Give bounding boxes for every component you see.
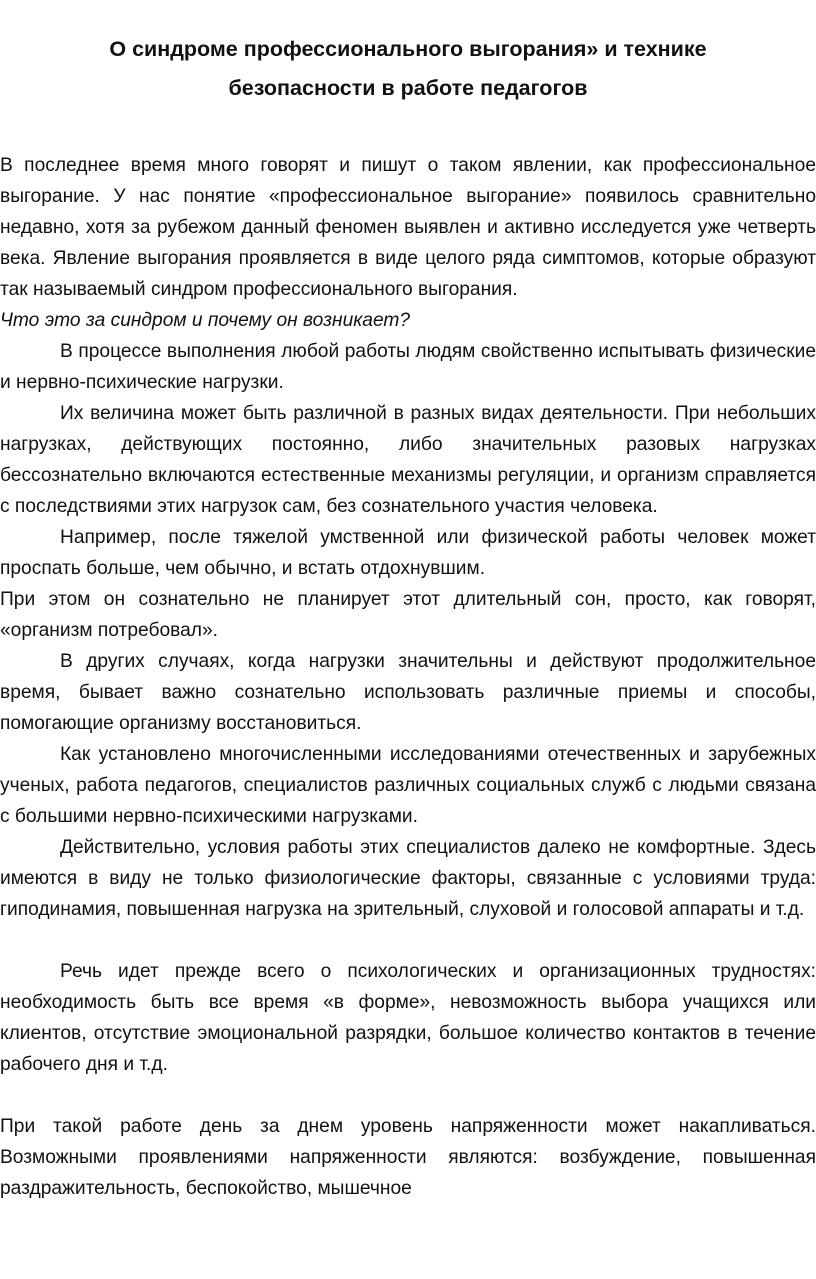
paragraph-example: Например, после тяжелой умственной или физической работы человек может проспать больше, чем обычно, и встать отдохнувшим. xyxy=(0,527,816,579)
paragraph-loads: В процессе выполнения любой работы людям свойственно испытывать физические и нервно-психические нагрузки. xyxy=(0,341,816,393)
paragraph-magnitude: Их величина может быть различной в разных видах деятельности. При небольших нагрузках, действующих постоянно, либо значительных разовых нагрузках бессознательно включаются естественные механизмы регуляции, и организм справляется с последствиями этих нагрузок сам, без сознательного участия человека. xyxy=(0,403,816,517)
paragraph-sleep: При этом он сознательно не планирует этот длительный сон, просто, как говорят, «организм потребовал». xyxy=(0,589,816,641)
paragraph-difficulties: Речь идет прежде всего о психологических и организационных трудностях: необходимость быть все время «в форме», невозможность выбора учащихся или клиентов, отсутствие эмоциональной разрядки, большое количество контактов в течение рабочего дня и т.д. xyxy=(0,961,816,1075)
title-line-2: безопасности в работе педагогов xyxy=(228,76,588,100)
paragraph-research: Как установлено многочисленными исследованиями отечественных и зарубежных ученых, работа педагогов, специалистов различных социальных служб с людьми связана с большими нервно-психическими нагрузками. xyxy=(0,744,816,827)
page-title xyxy=(0,30,816,108)
title-line-1: О синдроме профессионального выгорания» и технике xyxy=(109,37,707,61)
paragraph-intro: В последнее время много говорят и пишут о таком явлении, как профессиональное выгорание. У нас понятие «профессиональное выгорание» появилось сравнительно недавно, хотя за рубежом данный феномен выявлен и активно исследуется уже четверть века. Явление выгорания проявляется в виде целого ряда симптомов, которые образуют так называемый синдром профессионального выгорания. xyxy=(0,155,816,300)
paragraph-spacer xyxy=(0,1080,816,1111)
document-body xyxy=(0,150,816,1204)
paragraph-question: Что это за синдром и почему он возникает? xyxy=(0,310,411,331)
paragraph-tension: При такой работе день за днем уровень напряженности может накапливаться. Возможными проявлениями напряженности являются: возбуждение, повышенная раздражительность, беспокойство, мышечное xyxy=(0,1116,816,1199)
paragraph-conditions: Действительно, условия работы этих специалистов далеко не комфортные. Здесь имеются в виду не только физиологические факторы, связанные с условиями труда: гиподинамия, повышенная нагрузка на зрительный, слуховой и голосовой аппараты и т.д. xyxy=(0,837,816,920)
paragraph-other-cases: В других случаях, когда нагрузки значительны и действуют продолжительное время, бывает важно сознательно использовать различные приемы и способы, помогающие организму восстановиться. xyxy=(0,651,816,734)
paragraph-spacer xyxy=(0,925,816,956)
